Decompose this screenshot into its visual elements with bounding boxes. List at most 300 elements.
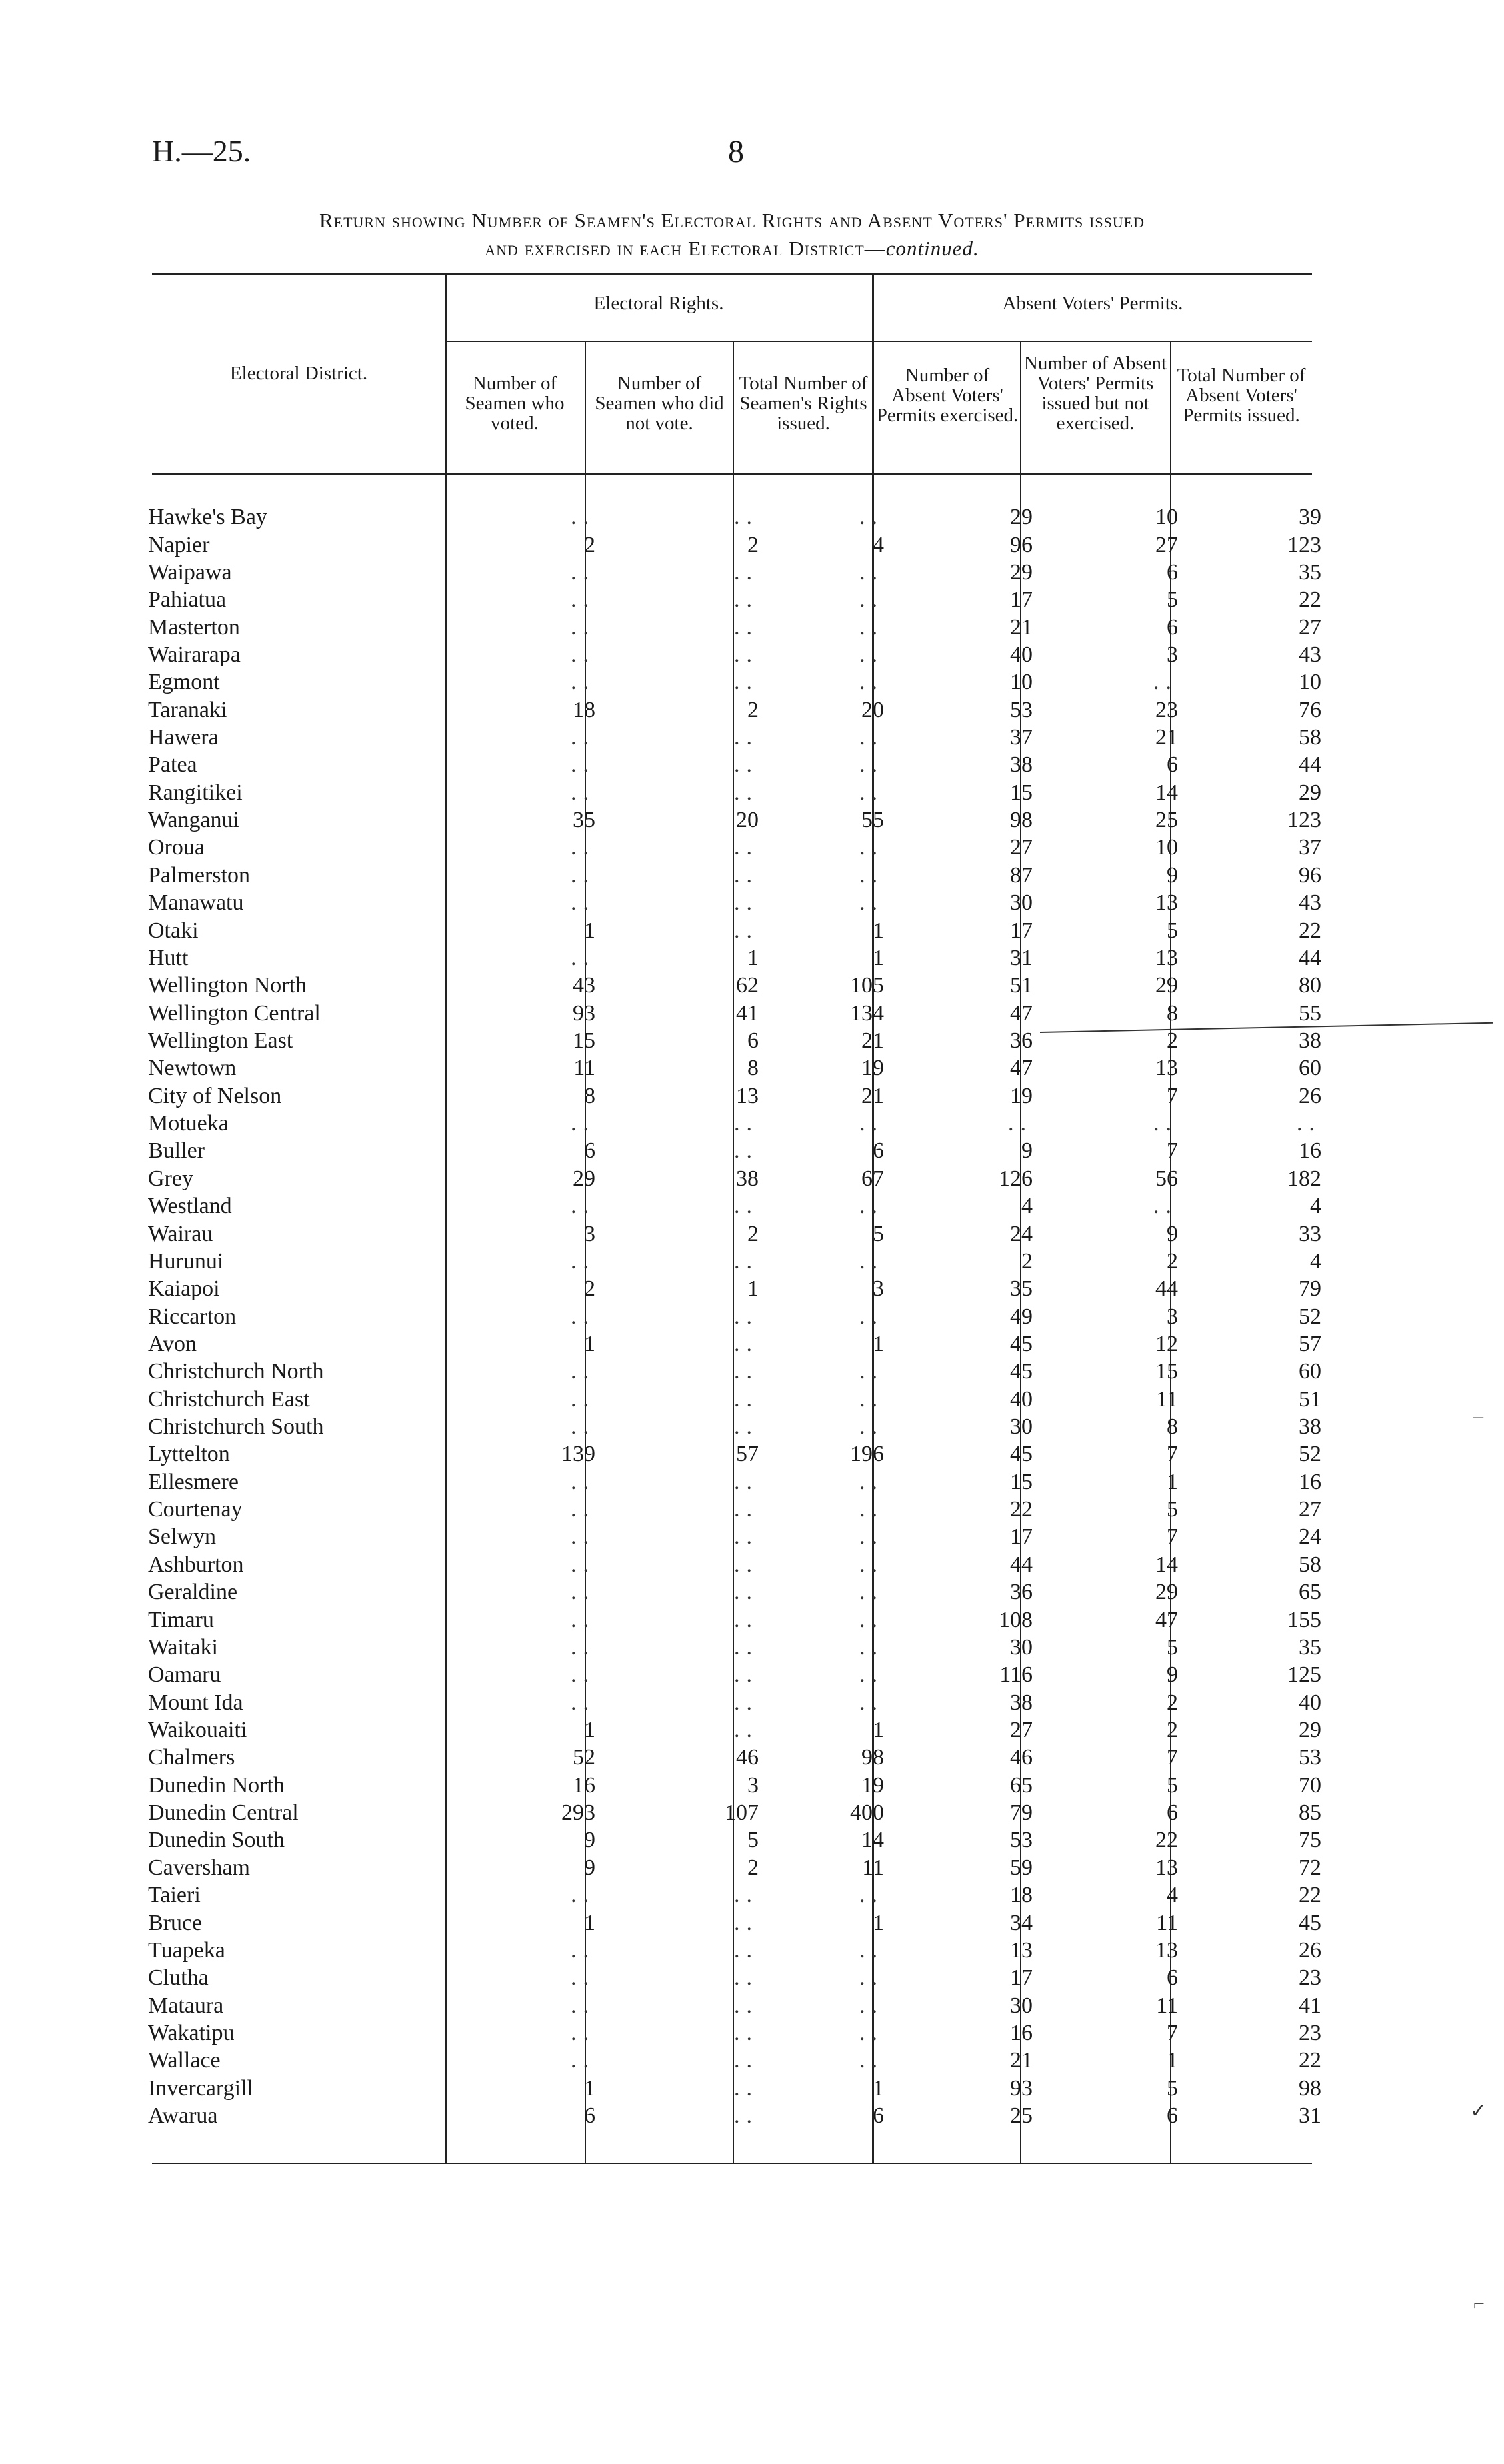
margin-mark: – — [1473, 1405, 1483, 1427]
permits-not-exercised-cell: 7 — [1167, 1745, 1178, 1770]
total-permits-cell: 23 — [1299, 2020, 1321, 2045]
seamen-voted-cell: 293 — [561, 1800, 595, 1826]
permits-exercised-cell: 87 — [1010, 862, 1033, 888]
total-permits-cell: 51 — [1299, 1386, 1321, 1412]
permits-not-exercised-cell: 11 — [1156, 1910, 1178, 1935]
seamen-not-voted-cell: .. — [734, 1194, 759, 1219]
table-row — [148, 613, 1321, 640]
permits-exercised-cell: 21 — [1010, 615, 1033, 640]
total-permits-cell: 38 — [1299, 1028, 1321, 1053]
table-row — [148, 559, 1321, 586]
seamen-not-voted-cell: 2 — [747, 532, 759, 557]
table-row — [148, 1275, 1321, 1302]
header-top-rule — [152, 273, 1312, 275]
total-permits-cell: 40 — [1299, 1690, 1321, 1715]
total-permits-cell: 60 — [1299, 1359, 1321, 1384]
table-row — [148, 1027, 1321, 1054]
district-name-cell: Westland — [148, 1194, 232, 1219]
permits-not-exercised-cell: 27 — [1155, 532, 1178, 557]
total-rights-cell: 21 — [861, 1083, 884, 1108]
seamen-voted-cell: .. — [571, 587, 595, 613]
seamen-not-voted-cell: 57 — [736, 1442, 759, 1467]
district-name-cell: Waipawa — [148, 559, 232, 585]
permits-exercised-cell: 40 — [1010, 642, 1033, 667]
seamen-voted-cell: 9 — [584, 1828, 595, 1853]
seamen-voted-cell: 1 — [584, 1910, 595, 1935]
total-permits-cell: 44 — [1299, 945, 1321, 970]
total-rights-cell: .. — [859, 505, 884, 530]
district-name-cell: Manawatu — [148, 890, 244, 916]
table-row — [148, 1909, 1321, 1936]
seamen-voted-cell: .. — [571, 2048, 595, 2073]
permits-exercised-cell: 59 — [1010, 1855, 1033, 1880]
total-permits-cell: 22 — [1299, 918, 1321, 943]
total-rights-cell: 1 — [873, 1910, 884, 1935]
permits-exercised-cell: 22 — [1010, 1497, 1033, 1522]
seamen-not-voted-cell: .. — [734, 918, 759, 943]
seamen-voted-cell: .. — [571, 670, 595, 695]
seamen-not-voted-cell: .. — [734, 1331, 759, 1356]
permits-not-exercised-cell: 10 — [1155, 835, 1178, 860]
seamen-not-voted-cell: 3 — [747, 1772, 759, 1798]
district-name-cell: Tuapeka — [148, 1937, 225, 1963]
table-bottom-rule — [152, 2163, 1312, 2164]
total-rights-cell: 67 — [861, 1166, 884, 1191]
permits-exercised-cell: 30 — [1010, 1414, 1033, 1440]
permits-exercised-cell: 31 — [1010, 945, 1033, 970]
header-seamen-not-voted: Number of Seamen who did not vote. — [595, 373, 724, 434]
district-name-cell: Chalmers — [148, 1745, 235, 1770]
district-name-cell: Dunedin North — [148, 1772, 285, 1798]
table-row — [148, 1523, 1321, 1550]
total-permits-cell: 22 — [1299, 1883, 1321, 1908]
total-rights-cell: .. — [859, 1690, 884, 1715]
seamen-not-voted-cell: .. — [734, 615, 759, 640]
total-permits-cell: 4 — [1310, 1194, 1321, 1219]
seamen-not-voted-cell: .. — [734, 587, 759, 613]
permits-exercised-cell: 27 — [1010, 835, 1033, 860]
seamen-voted-cell: .. — [571, 1607, 595, 1632]
table-row — [148, 1302, 1321, 1330]
permits-not-exercised-cell: 11 — [1156, 1386, 1178, 1412]
table-row — [148, 972, 1321, 999]
permits-not-exercised-cell: 8 — [1167, 1000, 1178, 1026]
total-rights-cell: 3 — [873, 1276, 884, 1302]
district-name-cell: Clutha — [148, 1965, 209, 1991]
seamen-not-voted-cell: 2 — [747, 697, 759, 722]
permits-not-exercised-cell: 12 — [1155, 1331, 1178, 1356]
district-name-cell: Oamaru — [148, 1662, 221, 1688]
permits-exercised-cell: 36 — [1010, 1028, 1033, 1053]
permits-exercised-cell: 116 — [999, 1662, 1033, 1688]
permits-exercised-cell: 17 — [1010, 587, 1033, 613]
district-name-cell: Mount Ida — [148, 1690, 243, 1715]
total-rights-cell: .. — [859, 1607, 884, 1632]
permits-exercised-cell: 51 — [1010, 973, 1033, 998]
total-rights-cell: .. — [859, 642, 884, 667]
permits-not-exercised-cell: 6 — [1167, 1800, 1178, 1826]
seamen-voted-cell: .. — [571, 642, 595, 667]
district-name-cell: Rangitikei — [148, 780, 243, 805]
table-row — [148, 2047, 1321, 2074]
permits-not-exercised-cell: 4 — [1167, 1883, 1178, 1908]
permits-exercised-cell: 19 — [1010, 1083, 1033, 1108]
table-row — [148, 1413, 1321, 1440]
district-name-cell: Courtenay — [148, 1497, 243, 1522]
total-rights-cell: 21 — [861, 1028, 884, 1053]
total-rights-cell: .. — [859, 2048, 884, 2073]
permits-not-exercised-cell: .. — [1153, 1194, 1178, 1219]
total-permits-cell: 72 — [1299, 1855, 1321, 1880]
permits-exercised-cell: 27 — [1010, 1717, 1033, 1742]
district-name-cell: Palmerston — [148, 862, 250, 888]
total-permits-cell: 60 — [1299, 1056, 1321, 1081]
permits-not-exercised-cell: 13 — [1155, 1056, 1178, 1081]
total-rights-cell: .. — [859, 670, 884, 695]
permits-not-exercised-cell: 7 — [1167, 2020, 1178, 2045]
total-rights-cell: .. — [859, 1883, 884, 1908]
table-row — [148, 724, 1321, 751]
permits-not-exercised-cell: 3 — [1167, 642, 1178, 667]
total-rights-cell: 19 — [861, 1056, 884, 1081]
seamen-voted-cell: .. — [571, 890, 595, 916]
total-permits-cell: 26 — [1299, 1937, 1321, 1963]
seamen-not-voted-cell: .. — [734, 1497, 759, 1522]
permits-exercised-cell: 15 — [1010, 780, 1033, 805]
table-row — [148, 1551, 1321, 1578]
total-rights-cell: 14 — [861, 1828, 884, 1853]
district-name-cell: Dunedin South — [148, 1828, 285, 1853]
permits-exercised-cell: 10 — [1010, 670, 1033, 695]
seamen-not-voted-cell: 62 — [736, 973, 759, 998]
permits-not-exercised-cell: 5 — [1167, 1497, 1178, 1522]
permits-exercised-cell: 15 — [1010, 1469, 1033, 1494]
permits-not-exercised-cell: 14 — [1155, 780, 1178, 805]
district-name-cell: Patea — [148, 752, 197, 778]
district-name-cell: Waitaki — [148, 1634, 218, 1660]
seamen-not-voted-cell: .. — [734, 862, 759, 888]
district-name-cell: Kaiapoi — [148, 1276, 220, 1302]
permits-exercised-cell: 65 — [1010, 1772, 1033, 1798]
seamen-voted-cell: .. — [571, 1386, 595, 1412]
total-rights-cell: .. — [859, 587, 884, 613]
total-permits-cell: 43 — [1299, 890, 1321, 916]
table-row — [148, 779, 1321, 806]
permits-not-exercised-cell: 2 — [1167, 1248, 1178, 1274]
total-permits-cell: 16 — [1299, 1138, 1321, 1164]
seamen-voted-cell: .. — [571, 752, 595, 778]
total-rights-cell: .. — [859, 1194, 884, 1219]
table-row — [148, 1661, 1321, 1688]
permits-exercised-cell: .. — [1008, 1111, 1033, 1136]
permits-not-exercised-cell: 13 — [1155, 890, 1178, 916]
district-name-cell: Christchurch East — [148, 1386, 310, 1412]
permits-exercised-cell: 30 — [1010, 890, 1033, 916]
seamen-not-voted-cell: 13 — [736, 1083, 759, 1108]
table-row — [148, 1358, 1321, 1385]
total-rights-cell: 6 — [873, 2103, 884, 2129]
seamen-voted-cell: .. — [571, 1552, 595, 1577]
seamen-voted-cell: .. — [571, 1883, 595, 1908]
permits-not-exercised-cell: 5 — [1167, 1772, 1178, 1798]
district-name-cell: Invercargill — [148, 2075, 253, 2101]
permits-not-exercised-cell: 22 — [1155, 1828, 1178, 1853]
seamen-not-voted-cell: 8 — [747, 1056, 759, 1081]
permits-exercised-cell: 18 — [1010, 1883, 1033, 1908]
district-name-cell: Riccarton — [148, 1304, 237, 1329]
table-row — [148, 1054, 1321, 1082]
permits-not-exercised-cell: 56 — [1155, 1166, 1178, 1191]
table-row — [148, 696, 1321, 724]
seamen-voted-cell: 29 — [573, 1166, 595, 1191]
total-rights-cell: 400 — [850, 1800, 884, 1826]
seamen-not-voted-cell: .. — [734, 1414, 759, 1440]
permits-exercised-cell: 36 — [1010, 1580, 1033, 1605]
total-rights-cell: .. — [859, 1414, 884, 1440]
permits-not-exercised-cell: 13 — [1155, 945, 1178, 970]
total-permits-cell: 52 — [1299, 1304, 1321, 1329]
seamen-not-voted-cell: .. — [734, 1634, 759, 1660]
total-rights-cell: .. — [859, 780, 884, 805]
total-rights-cell: 196 — [850, 1442, 884, 1467]
seamen-not-voted-cell: .. — [734, 1883, 759, 1908]
header-bottom-rule — [152, 473, 1312, 475]
district-name-cell: Bruce — [148, 1910, 203, 1935]
table-row — [148, 916, 1321, 944]
total-permits-cell: 96 — [1299, 862, 1321, 888]
seamen-voted-cell: 1 — [584, 1717, 595, 1742]
seamen-voted-cell: 43 — [573, 973, 595, 998]
permits-not-exercised-cell: 6 — [1167, 752, 1178, 778]
total-permits-cell: 45 — [1299, 1910, 1321, 1935]
total-permits-cell: 58 — [1299, 1552, 1321, 1577]
district-name-cell: Hawera — [148, 725, 219, 750]
district-name-cell: Selwyn — [148, 1524, 216, 1550]
total-rights-cell: 11 — [862, 1855, 884, 1880]
seamen-not-voted-cell: .. — [734, 505, 759, 530]
total-permits-cell: 75 — [1299, 1828, 1321, 1853]
table-row — [148, 531, 1321, 558]
total-permits-cell: 125 — [1287, 1662, 1321, 1688]
table-row — [148, 999, 1321, 1026]
permits-exercised-cell: 46 — [1010, 1745, 1033, 1770]
total-rights-cell: .. — [859, 615, 884, 640]
permits-not-exercised-cell: 7 — [1167, 1442, 1178, 1467]
table-title — [152, 207, 1312, 263]
permits-not-exercised-cell: 6 — [1167, 2103, 1178, 2129]
district-name-cell: Awarua — [148, 2103, 218, 2129]
permits-not-exercised-cell: 2 — [1167, 1028, 1178, 1053]
seamen-voted-cell: .. — [571, 1662, 595, 1688]
district-name-cell: Ellesmere — [148, 1469, 239, 1494]
seamen-voted-cell: .. — [571, 862, 595, 888]
permits-not-exercised-cell: 9 — [1167, 862, 1178, 888]
total-rights-cell: 134 — [850, 1000, 884, 1026]
seamen-voted-cell: .. — [571, 1634, 595, 1660]
total-permits-cell: 123 — [1287, 808, 1321, 833]
total-permits-cell: 123 — [1287, 532, 1321, 557]
total-permits-cell: 38 — [1299, 1414, 1321, 1440]
table-row — [148, 1881, 1321, 1909]
total-permits-cell: 155 — [1287, 1607, 1321, 1632]
permits-exercised-cell: 98 — [1010, 808, 1033, 833]
permits-not-exercised-cell: 10 — [1155, 505, 1178, 530]
total-permits-cell: 31 — [1299, 2103, 1321, 2129]
total-permits-cell: 35 — [1299, 559, 1321, 585]
total-rights-cell: .. — [859, 1524, 884, 1550]
total-rights-cell: 1 — [873, 1331, 884, 1356]
seamen-voted-cell: .. — [571, 1414, 595, 1440]
total-rights-cell: 55 — [861, 808, 884, 833]
seamen-not-voted-cell: .. — [734, 1359, 759, 1384]
total-rights-cell: 4 — [873, 532, 884, 557]
district-name-cell: Hawke's Bay — [148, 505, 267, 530]
total-permits-cell: 24 — [1299, 1524, 1321, 1550]
permits-exercised-cell: 40 — [1010, 1386, 1033, 1412]
seamen-voted-cell: 18 — [573, 697, 595, 722]
district-name-cell: Taieri — [148, 1883, 201, 1908]
table-row — [148, 1744, 1321, 1771]
total-permits-cell: 43 — [1299, 642, 1321, 667]
district-name-cell: Caversham — [148, 1855, 250, 1880]
table-row — [148, 1578, 1321, 1606]
seamen-voted-cell: .. — [571, 1497, 595, 1522]
total-rights-cell: 5 — [873, 1221, 884, 1246]
total-rights-cell: 98 — [861, 1745, 884, 1770]
total-rights-cell: .. — [859, 1248, 884, 1274]
seamen-not-voted-cell: .. — [734, 670, 759, 695]
seamen-voted-cell: 8 — [584, 1083, 595, 1108]
seamen-voted-cell: .. — [571, 1965, 595, 1991]
seamen-voted-cell: 35 — [573, 808, 595, 833]
total-rights-cell: .. — [859, 559, 884, 585]
total-permits-cell: 10 — [1299, 670, 1321, 695]
seamen-voted-cell: 52 — [573, 1745, 595, 1770]
seamen-not-voted-cell: .. — [734, 1993, 759, 2018]
table-row — [148, 1799, 1321, 1826]
seamen-not-voted-cell: .. — [734, 1111, 759, 1136]
district-name-cell: Wellington East — [148, 1028, 293, 1053]
total-rights-cell: .. — [859, 1552, 884, 1577]
permits-exercised-cell: 9 — [1021, 1138, 1033, 1164]
permits-not-exercised-cell: 23 — [1155, 697, 1178, 722]
total-rights-cell: .. — [859, 1469, 884, 1494]
district-name-cell: Buller — [148, 1138, 205, 1164]
permits-not-exercised-cell: 9 — [1167, 1221, 1178, 1246]
district-name-cell: Egmont — [148, 670, 220, 695]
title-line-2-prefix: and exercised in each Electoral District— — [485, 237, 886, 260]
seamen-not-voted-cell: .. — [734, 559, 759, 585]
district-name-cell: Wellington Central — [148, 1000, 321, 1026]
permits-not-exercised-cell: 25 — [1155, 808, 1178, 833]
total-permits-cell: 98 — [1299, 2075, 1321, 2101]
district-name-cell: Newtown — [148, 1056, 237, 1081]
table-row — [148, 862, 1321, 889]
district-name-cell: Grey — [148, 1166, 193, 1191]
total-rights-cell: .. — [859, 1359, 884, 1384]
table-row — [148, 1964, 1321, 1991]
total-rights-cell: 6 — [873, 1138, 884, 1164]
district-name-cell: Wanganui — [148, 808, 239, 833]
margin-mark: ⌐ — [1473, 2293, 1485, 2315]
total-rights-cell: .. — [859, 1662, 884, 1688]
seamen-not-voted-cell: .. — [734, 725, 759, 750]
district-name-cell: Waikouaiti — [148, 1717, 247, 1742]
seamen-not-voted-cell: .. — [734, 1248, 759, 1274]
permits-exercised-cell: 44 — [1010, 1552, 1033, 1577]
total-rights-cell: .. — [859, 1937, 884, 1963]
permits-not-exercised-cell: 8 — [1167, 1414, 1178, 1440]
permits-not-exercised-cell: 47 — [1155, 1607, 1178, 1632]
permits-exercised-cell: 17 — [1010, 1524, 1033, 1550]
permits-exercised-cell: 38 — [1010, 752, 1033, 778]
table-row — [148, 1248, 1321, 1275]
seamen-not-voted-cell: 38 — [736, 1166, 759, 1191]
table-row — [148, 1082, 1321, 1110]
table-row — [148, 1606, 1321, 1633]
seamen-voted-cell: .. — [571, 1580, 595, 1605]
table-row — [148, 806, 1321, 834]
seamen-voted-cell: .. — [571, 615, 595, 640]
returns-table-body — [148, 503, 1321, 2129]
table-row — [148, 2102, 1321, 2129]
seamen-not-voted-cell: .. — [734, 752, 759, 778]
seamen-voted-cell: .. — [571, 2020, 595, 2045]
total-rights-cell: .. — [859, 862, 884, 888]
table-row — [148, 1937, 1321, 1964]
district-name-cell: Wakatipu — [148, 2020, 235, 2045]
seamen-not-voted-cell: .. — [734, 1580, 759, 1605]
permits-exercised-cell: 29 — [1010, 505, 1033, 530]
table-row — [148, 1716, 1321, 1744]
seamen-not-voted-cell: 1 — [747, 945, 759, 970]
total-rights-cell: .. — [859, 752, 884, 778]
total-permits-cell: 80 — [1299, 973, 1321, 998]
header-group-rule — [445, 341, 1312, 342]
total-permits-cell: 37 — [1299, 835, 1321, 860]
permits-exercised-cell: 24 — [1010, 1221, 1033, 1246]
district-name-cell: Ashburton — [148, 1552, 244, 1577]
permits-not-exercised-cell: 6 — [1167, 615, 1178, 640]
permits-exercised-cell: 17 — [1010, 1965, 1033, 1991]
total-permits-cell: 182 — [1287, 1166, 1321, 1191]
total-permits-cell: 41 — [1299, 1993, 1321, 2018]
district-name-cell: Christchurch North — [148, 1359, 324, 1384]
total-rights-cell: 105 — [850, 973, 884, 998]
district-name-cell: Avon — [148, 1331, 197, 1356]
seamen-voted-cell: .. — [571, 1690, 595, 1715]
seamen-not-voted-cell: 20 — [736, 808, 759, 833]
table-row — [148, 889, 1321, 916]
total-permits-cell: 4 — [1310, 1248, 1321, 1274]
district-name-cell: Taranaki — [148, 697, 227, 722]
table-row — [148, 1137, 1321, 1164]
seamen-not-voted-cell: .. — [734, 1607, 759, 1632]
total-permits-cell: 33 — [1299, 1221, 1321, 1246]
district-name-cell: Christchurch South — [148, 1414, 324, 1440]
seamen-voted-cell: 139 — [561, 1442, 595, 1467]
permits-not-exercised-cell: .. — [1153, 1111, 1178, 1136]
total-permits-cell: 26 — [1299, 1083, 1321, 1108]
total-permits-cell: 52 — [1299, 1442, 1321, 1467]
seamen-voted-cell: 93 — [573, 1000, 595, 1026]
seamen-voted-cell: 15 — [573, 1028, 595, 1053]
seamen-not-voted-cell: 107 — [725, 1800, 759, 1826]
permits-not-exercised-cell: 2 — [1167, 1717, 1178, 1742]
total-rights-cell: .. — [859, 1304, 884, 1329]
total-permits-cell: 16 — [1299, 1469, 1321, 1494]
total-permits-cell: 55 — [1299, 1000, 1321, 1026]
